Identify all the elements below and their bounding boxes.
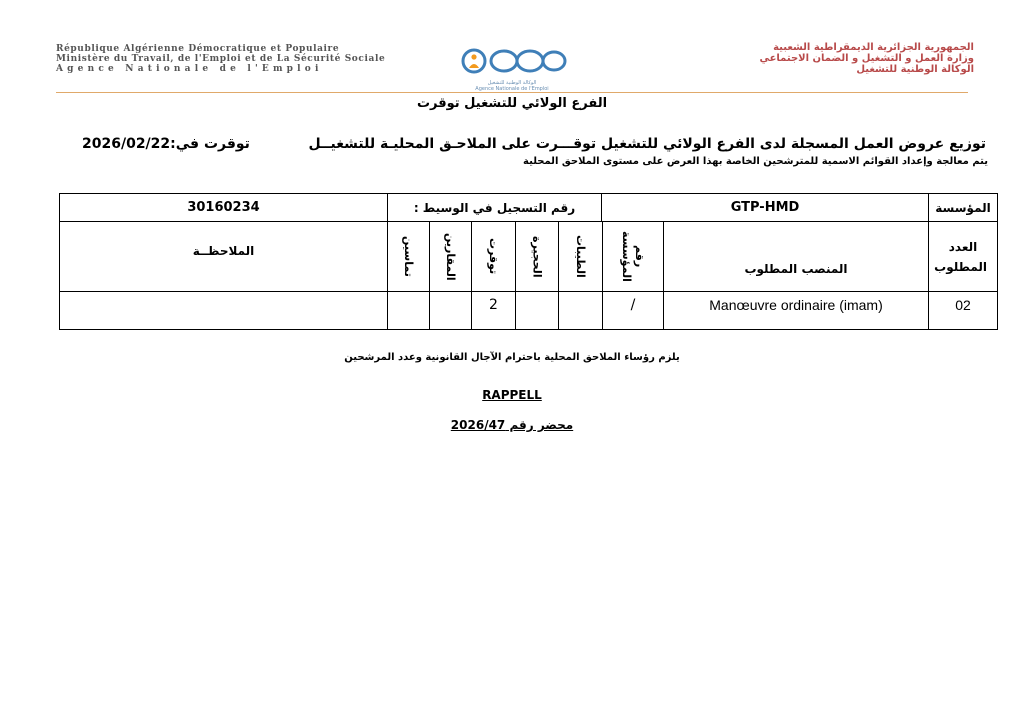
table-row-temacine: [387, 291, 430, 330]
company-value-cell: [601, 193, 929, 222]
table-row-tibibat: [558, 291, 603, 330]
header-fr-line-2: Ministère du Travail, de l'Emploi et de La Sécurité Sociale: [56, 54, 386, 64]
header-position: المنصب المطلوب: [663, 221, 929, 292]
branch-title: الفرع الولائي للتشغيل توقرت: [416, 96, 608, 111]
document-subtitle: يتم معالجة وإعداد القوائم الاسمية للمترشحين الخاصة بهذا العرض على مستوى الملاحق المحلية: [523, 156, 988, 167]
header-ar-line-1: الجمهورية الجزائرية الديمقراطية الشعبية: [773, 42, 974, 53]
table-row-company-number: /: [602, 291, 664, 330]
registration-label: رقم التسجيل في الوسيط :: [413, 200, 576, 215]
table-row-remarks: [59, 291, 388, 330]
header-count: العدد المطلوب: [928, 221, 998, 292]
header-company-number: رقم المؤسسة: [602, 221, 664, 292]
deadline-note: يلزم رؤساء الملاحق المحلية باحترام الآجال القانونية وعدد المرشحين: [344, 352, 680, 363]
header-arabic: [644, 42, 974, 75]
document-title: توزيع عروض العمل المسجلة لدى الفرع الولائي للتشغيل توقـــرت على الملاحـق المحليـة للتشغيــل: [308, 136, 986, 152]
minutes-number: محضر رقم 2026/47: [450, 418, 574, 432]
registration-value: 30160234: [187, 200, 260, 215]
logo-caption: [452, 80, 572, 92]
logo-caption-fr: Agence Nationale de l'Emploi: [475, 86, 549, 92]
registration-value-cell: [59, 193, 388, 222]
date-value: 2026/02/22: [82, 136, 171, 152]
company-value: GTP-HMD: [730, 200, 800, 215]
header-remarks: الملاحظــة: [59, 221, 388, 292]
header-hjira: الحجيرة: [515, 221, 559, 292]
registration-label-cell: [387, 193, 602, 222]
header-tibibat: الطيبات: [558, 221, 603, 292]
header-ar-line-3: الوكالة الوطنية للتشغيل: [856, 64, 974, 75]
header-ar-line-2: وزارة العمل و التشغيل و الضمان الاجتماعي: [759, 53, 974, 64]
table-row-hjira: [515, 291, 559, 330]
table-row-touggourt: 2: [471, 291, 516, 330]
date-line: [82, 136, 250, 152]
company-label-cell: [928, 193, 998, 222]
table-row-megarine: [429, 291, 472, 330]
company-label: المؤسسة: [935, 200, 991, 215]
header-fr-line-1: République Algérienne Démocratique et Populaire: [56, 44, 340, 54]
logo-caption-ar: الوكالة الوطنية للتشغيل: [487, 80, 537, 86]
header-touggourt: توقرت: [471, 221, 516, 292]
header-megarine: المقارين: [429, 221, 472, 292]
table-row-count: 02: [928, 291, 998, 330]
header-fr-line-3: Agence Nationale de l'Emploi: [56, 64, 323, 74]
header-temacine: تماسين: [387, 221, 430, 292]
header-french: [56, 44, 436, 74]
rappel-label: RAPPELL: [482, 388, 542, 402]
table-row-position: Manœuvre ordinaire (imam): [663, 291, 929, 330]
header-divider: [56, 92, 968, 93]
date-label: توقرت في:: [170, 136, 250, 152]
